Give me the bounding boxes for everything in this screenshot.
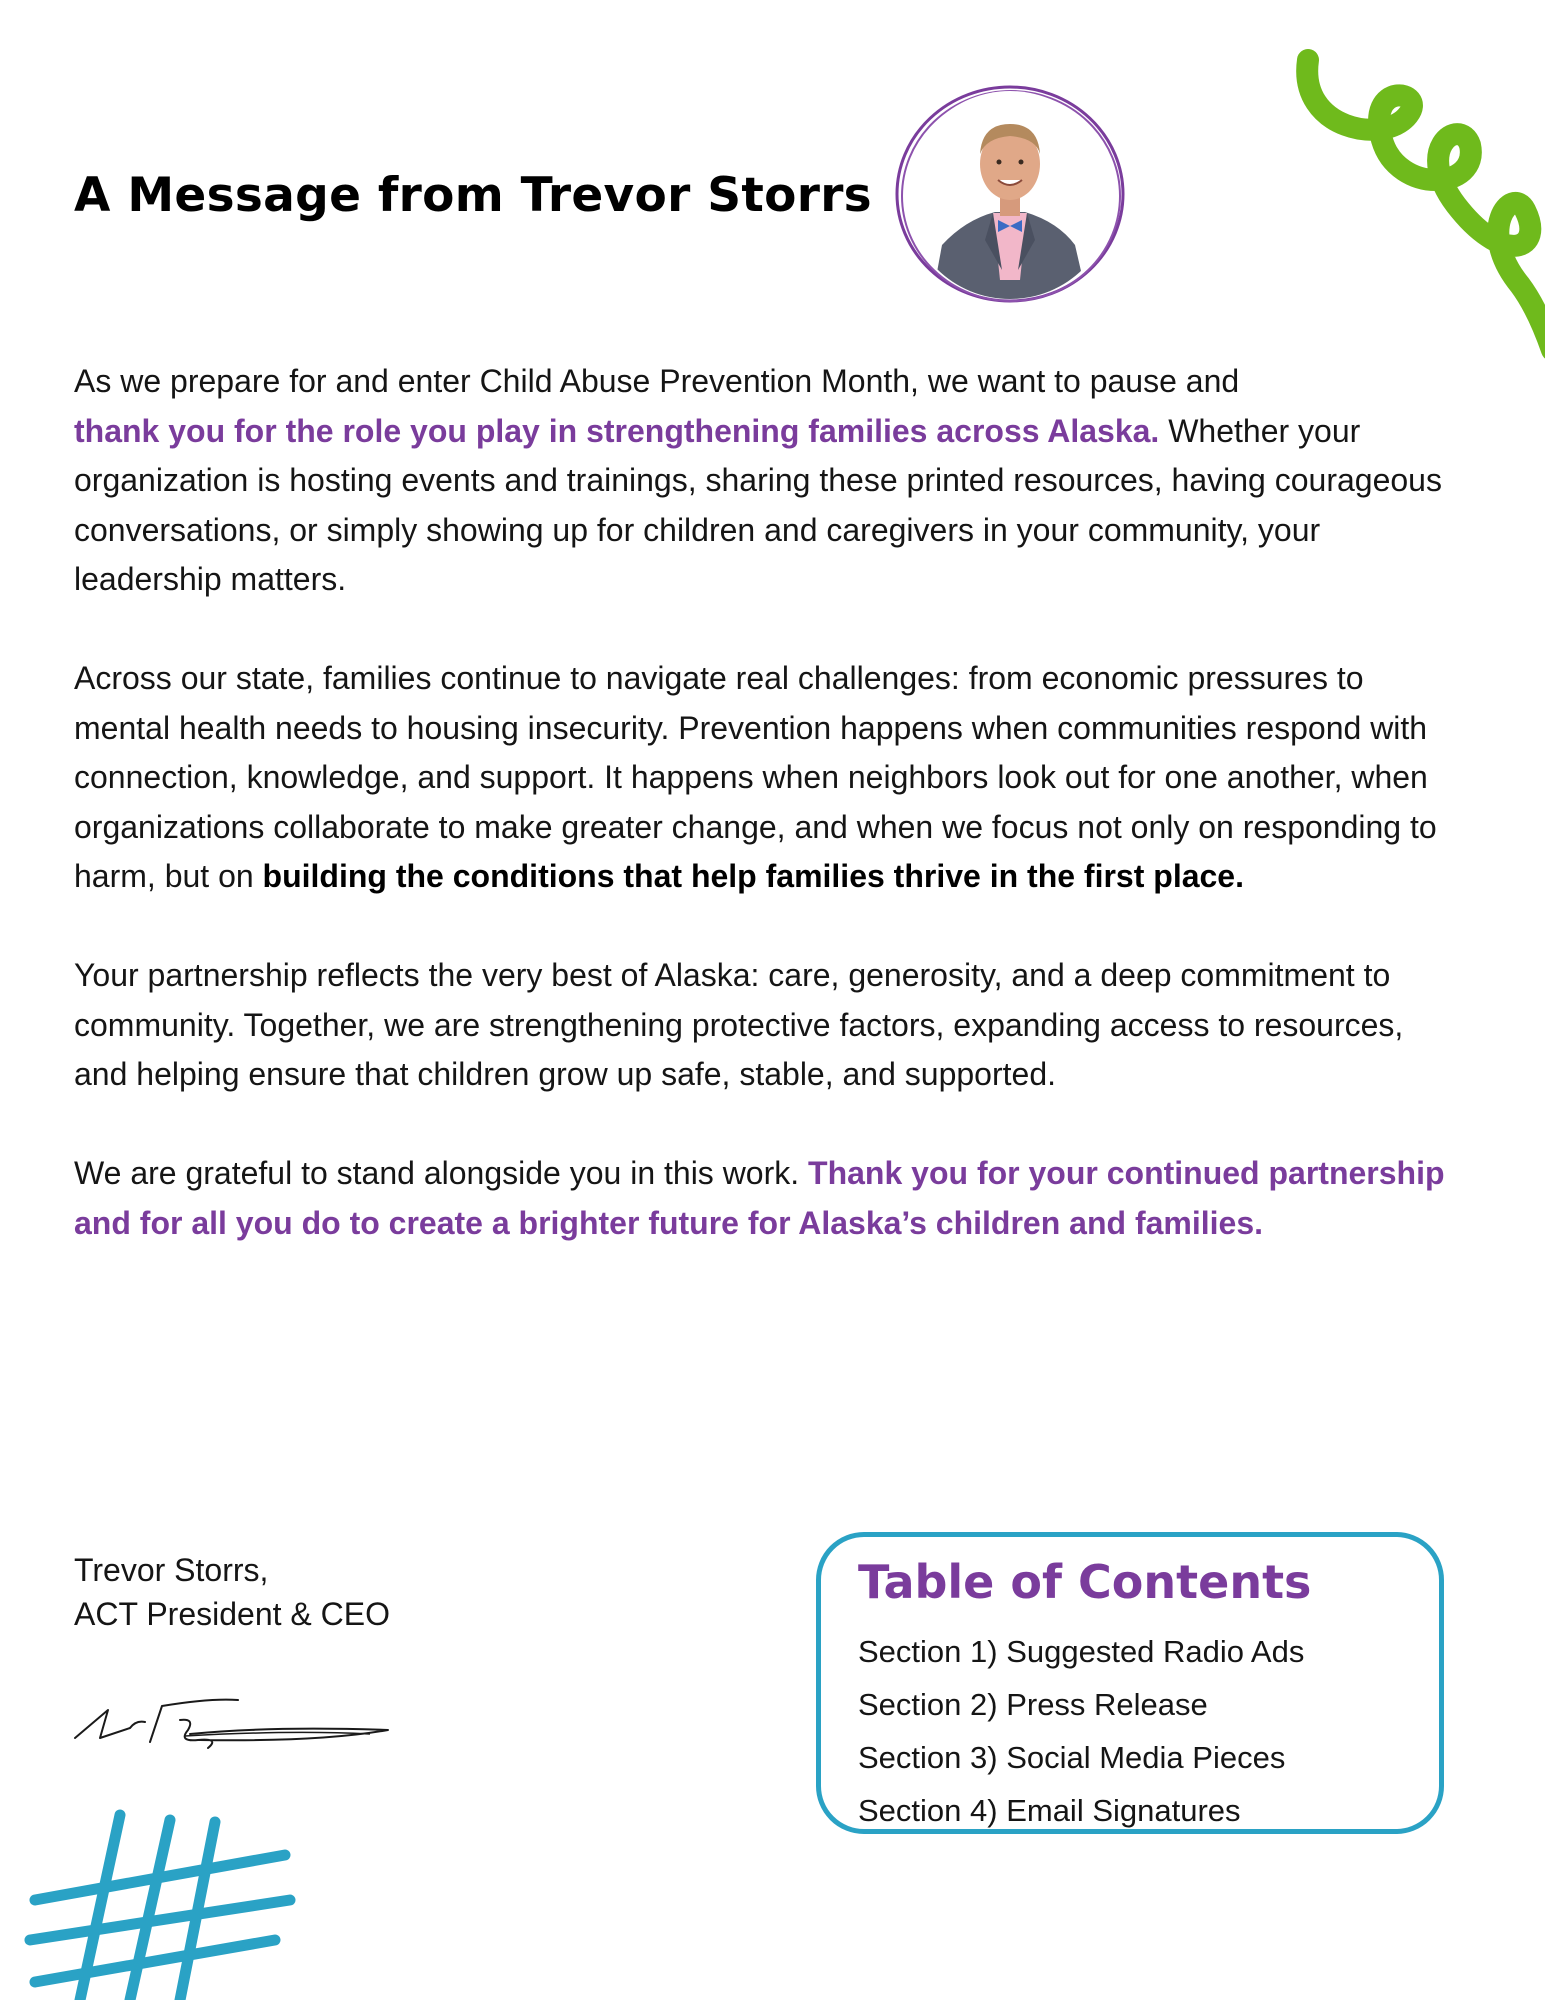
green-swirl-decoration	[1290, 20, 1545, 360]
toc-item: Section 1) Suggested Radio Ads	[858, 1634, 1305, 1669]
letter-paragraph-3	[74, 951, 1464, 1100]
letter-body	[74, 357, 1464, 1298]
letter-p1-intro: As we prepare for and enter Child Abuse Prevention Month, we want to pause and	[74, 363, 1240, 399]
toc-item: Section 3) Social Media Pieces	[858, 1740, 1286, 1775]
table-of-contents	[816, 1532, 1444, 1834]
signoff-role: ACT President & CEO	[74, 1596, 390, 1632]
toc-list	[858, 1625, 1439, 1837]
signoff-name: Trevor Storrs,	[74, 1552, 269, 1588]
toc-item: Section 4) Email Signatures	[858, 1793, 1241, 1828]
toc-title: Table of Contents	[858, 1555, 1312, 1609]
handwritten-signature	[70, 1690, 400, 1760]
signoff	[74, 1548, 390, 1636]
toc-item: Section 2) Press Release	[858, 1687, 1208, 1722]
page-title: A Message from Trevor Storrs	[74, 168, 872, 223]
portrait-photo	[890, 80, 1130, 310]
letter-paragraph-4	[74, 1149, 1464, 1248]
letter-paragraph-2	[74, 654, 1464, 902]
letter-p2-text: Across our state, families continue to navigate real challenges: from economic pressures to mental health needs to housing insecurity. Prevention happens when communities respond with connection, knowledge, and support. It happens when neighbors look out for one another, when organizations collaborate to make greater change, and when we focus not only on responding to harm, but on	[74, 660, 1437, 894]
letter-p2-bold: building the conditions that help families thrive in the first place.	[262, 858, 1244, 894]
letter-paragraph-1	[74, 357, 1464, 605]
letter-p3-text: Your partnership reflects the very best of Alaska: care, generosity, and a deep commitment to community. Together, we are strengthening protective factors, expanding access to resources, and helping ensure that children grow up safe, stable, and supported.	[74, 957, 1404, 1092]
letter-p1-highlight: thank you for the role you play in strengthening families across Alaska.	[74, 412, 1160, 449]
letter-p4-text: We are grateful to stand alongside you in this work.	[74, 1155, 800, 1191]
blue-crosshatch-decoration	[20, 1800, 300, 2000]
letter-p1-rest: Whether your organization is hosting events and trainings, sharing these printed resources, having courageous conversations, or simply showing up for children and caregivers in your community, your leadership matters.	[74, 412, 1442, 597]
letter-p4-highlight: Thank you for your continued partnership and for all you do to create a brighter future for Alaska’s children and families.	[74, 1155, 1445, 1241]
